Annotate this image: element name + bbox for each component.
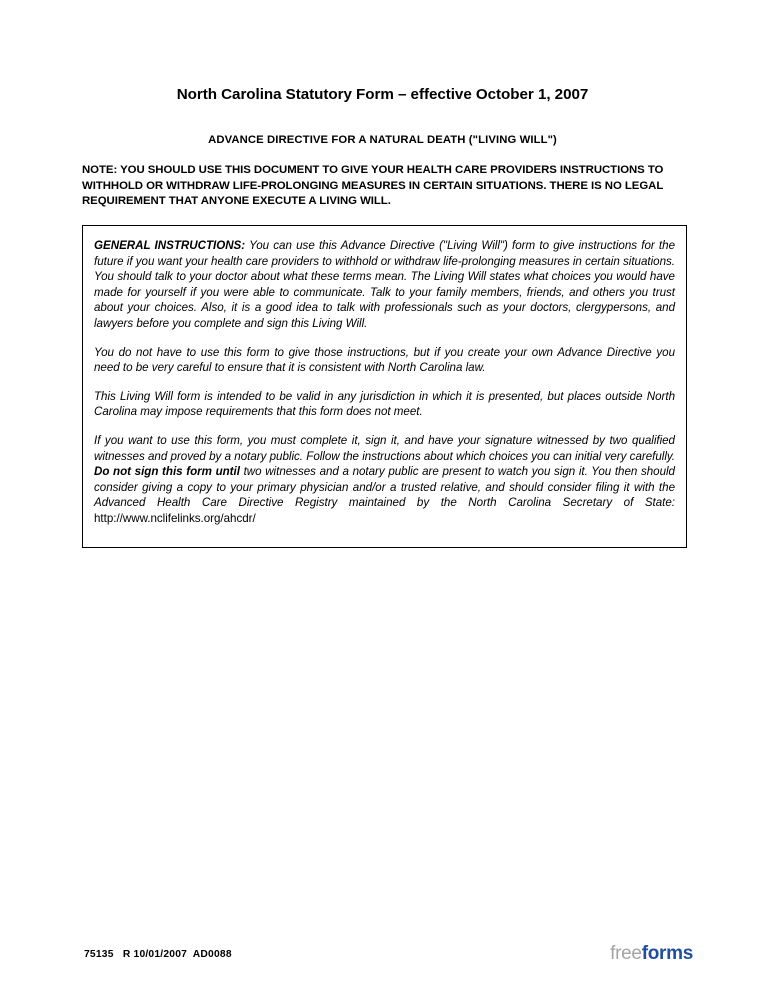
instructions-paragraph-1 <box>94 238 675 332</box>
instructions-paragraph-4 <box>94 433 675 527</box>
registry-url[interactable]: http://www.nclifelinks.org/ahcdr/ <box>94 511 256 525</box>
instructions-paragraph-2: You do not have to use this form to give those instructions, but if you create your own Advance Directive you need to be very careful to ensure that it is consistent with North Carolina law. <box>94 345 675 375</box>
general-instructions-label: GENERAL INSTRUCTIONS: <box>94 239 246 252</box>
instructions-paragraph-3: This Living Will form is intended to be valid in any jurisdiction in which it is presented, but places outside North Carolina may impose requirements that this form does not meet. <box>94 389 675 419</box>
form-code: 75135 R 10/01/2007 AD0088 <box>84 949 232 960</box>
document-subtitle: ADVANCE DIRECTIVE FOR A NATURAL DEATH ("LIVING WILL") <box>208 134 557 146</box>
general-instructions-box <box>82 225 687 548</box>
do-not-sign-warning: Do not sign this form until <box>94 465 240 479</box>
instructions-paragraph-4-prefix: If you want to use this form, you must complete it, sign it, and have your signature witnessed by two qualified witnesses and proved by a notary public. Follow the instructions about which choices you can initial very carefully. <box>94 433 675 463</box>
freeforms-logo-free: free <box>610 943 642 964</box>
instructions-paragraph-4-suffix: two witnesses and a notary public are present to watch you sign it. You then should consider giving a copy to your primary physician and/or a trusted relative, and should consider filing it with the Advanced Health Care Directive Registry maintained by the North Carolina Secretary of State: <box>94 465 675 510</box>
instructions-paragraph-1-text: You can use this Advance Directive ("Living Will") form to give instructions for the future if you want your health care providers to withhold or withdraw life-prolonging measures in certain situations. You should talk to your doctor about what these terms mean. The Living Will states what choices you would have made for yourself if you were able to communicate. Talk to your family members, friends, and others you trust about your choices. Also, it is a good idea to talk with professionals such as your doctors, clergypersons, and lawyers before you complete and sign this Living Will. <box>94 239 675 330</box>
page-title: North Carolina Statutory Form – effective October 1, 2007 <box>176 86 589 103</box>
document-note: NOTE: YOU SHOULD USE THIS DOCUMENT TO GIVE YOUR HEALTH CARE PROVIDERS INSTRUCTIONS TO WITHHOLD OR WITHDRAW LIFE-PROLONGING MEASURES IN CERTAIN SITUATIONS. THERE IS NO LEGAL REQUIREMENT THAT ANYONE EXECUTE A LIVING WILL. <box>82 164 664 208</box>
freeforms-logo <box>610 944 693 963</box>
freeforms-logo-forms: forms <box>641 943 693 964</box>
